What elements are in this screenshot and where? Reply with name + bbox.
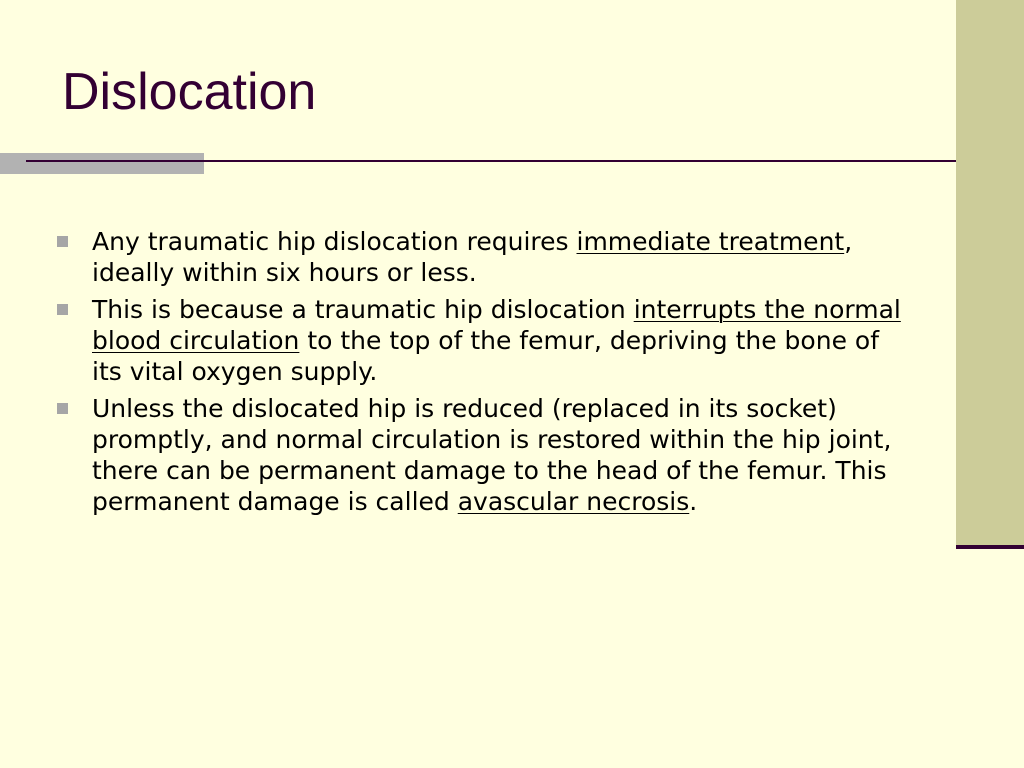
side-accent-band bbox=[956, 0, 1024, 545]
bullet-text: Any traumatic hip dislocation requires bbox=[92, 227, 577, 256]
bullet-text: , ideally within six hours or less. bbox=[92, 227, 853, 287]
bullet-item bbox=[56, 294, 916, 387]
side-band-rule bbox=[956, 545, 1024, 549]
slide-title: Dislocation bbox=[62, 63, 317, 121]
bullet-text: . bbox=[689, 487, 698, 516]
bullet-item bbox=[56, 393, 916, 517]
link-immediate-treatment[interactable]: immediate treatment bbox=[576, 227, 845, 256]
square-bullet-icon bbox=[57, 236, 68, 247]
title-underline-rule bbox=[26, 160, 956, 162]
square-bullet-icon bbox=[57, 403, 68, 414]
bullet-text: to the top of the femur, depriving the bone of its vital oxygen supply. bbox=[92, 326, 879, 386]
link-avascular-necrosis[interactable]: avascular necrosis bbox=[457, 487, 690, 516]
title-accent-bar bbox=[0, 153, 204, 174]
bullet-list bbox=[56, 226, 916, 523]
bullet-text: Unless the dislocated hip is reduced (replaced in its socket) promptly, and normal circulation is restored within the hip joint, there can be permanent damage to the head of the femur. This permanent damage is called bbox=[92, 394, 892, 516]
link-interrupts-circulation[interactable]: interrupts the normal blood circulation bbox=[92, 295, 901, 355]
bullet-item bbox=[56, 226, 916, 288]
bullet-text: This is because a traumatic hip dislocation bbox=[92, 295, 634, 324]
square-bullet-icon bbox=[57, 304, 68, 315]
